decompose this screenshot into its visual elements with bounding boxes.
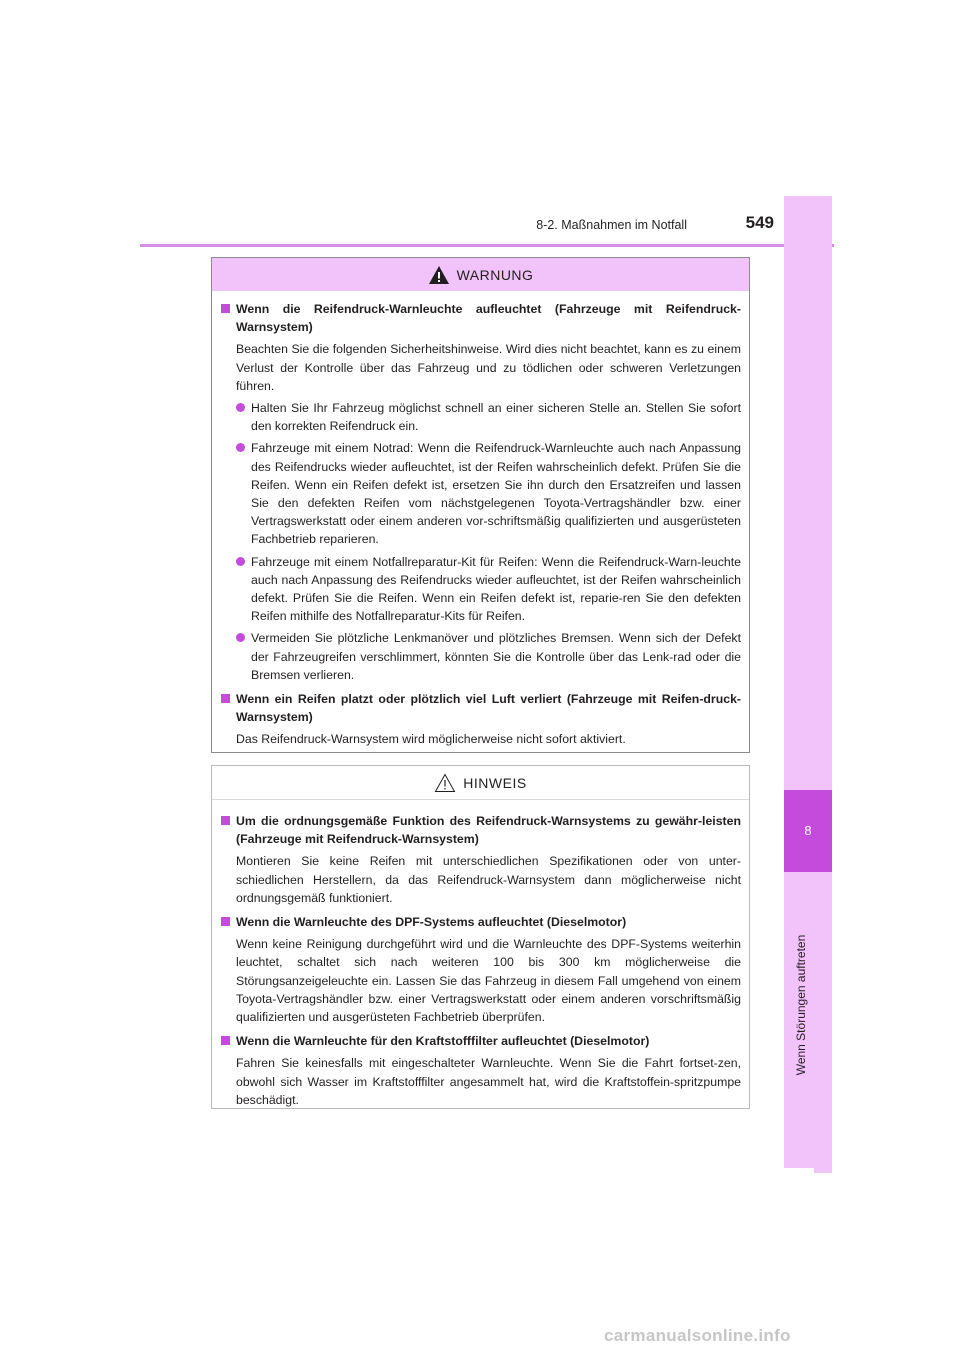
circle-bullet-icon [236, 633, 245, 642]
notice-heading: Um die ordnungsgemäße Funktion des Reifendruck-Warnsystems zu gewähr-leisten (Fahrzeuge mit Reifendruck-Warnsystem) [221, 812, 741, 848]
section-title: 8-2. Maßnahmen im Notfall [536, 218, 687, 232]
warning-title: WARNUNG [456, 266, 534, 283]
square-bullet-icon [221, 304, 230, 313]
header-rule [140, 244, 834, 247]
warning-content [212, 291, 749, 749]
caution-triangle-outline-icon [434, 773, 456, 793]
circle-bullet-icon [236, 557, 245, 566]
warning-bullet: Fahrzeuge mit einem Notrad: Wenn die Reifendruck-Warnleuchte auch nach Anpassung des Reifendrucks wieder aufleuchtet, ist der Reifen wahrscheinlich defekt. Prüfen Sie die Reifen. Wenn ein Reifen defekt ist, ersetzen Sie ihn durch den Ersatzreifen und lassen Sie den defekten Reifen vom nächstgelegenen Toyota-Vertragshändler bzw. einer Vertragswerkstatt oder einem anderen vor-schriftsmäßig qualifizierten und ausgerüsteten Fachbetrieb reparieren. [236, 439, 741, 548]
square-bullet-icon [221, 816, 230, 825]
warning-bullet: Halten Sie Ihr Fahrzeug möglichst schnell an einer sicheren Stelle an. Stellen Sie sofort den korrekten Reifendruck ein. [236, 399, 741, 435]
warning-bullet: Vermeiden Sie plötzliche Lenkmanöver und plötzliches Bremsen. Wenn sich der Defekt der Fahrzeugreifen verschlimmert, könnten Sie die Kontrolle über das Lenk-rad oder die Bremsen verlieren. [236, 629, 741, 684]
square-bullet-icon [221, 694, 230, 703]
notice-heading: Wenn die Warnleuchte für den Kraftstofffilter aufleuchtet (Dieselmotor) [221, 1032, 741, 1050]
warning-heading: Wenn ein Reifen platzt oder plötzlich viel Luft verliert (Fahrzeuge mit Reifen-druck-Warnsystem) [221, 690, 741, 726]
circle-bullet-icon [236, 443, 245, 452]
notice-paragraph: Montieren Sie keine Reifen mit unterschiedlichen Spezifikationen oder von unter-schiedlichen Herstellern, da das Reifendruck-Warnsystem dann möglicherweise nicht ordnungsgemäß funktioniert. [236, 854, 741, 905]
chapter-number: 8 [804, 823, 812, 838]
watermark-text: carmanualsonline.info [604, 1326, 791, 1345]
notice-title: HINWEIS [463, 774, 527, 791]
warning-paragraph: Beachten Sie die folgenden Sicherheitshinweise. Wird dies nicht beachtet, kann es zu einem Verlust der Kontrolle über das Fahrzeug und zu tödlichen oder schweren Verletzungen führen. [236, 342, 741, 393]
chapter-title: Wenn Störungen auftreten [794, 934, 808, 1076]
warning-bullet: Fahrzeuge mit einem Notfallreparatur-Kit für Reifen: Wenn die Reifendruck-Warn-leuchte auch nach Anpassung des Reifendrucks wieder aufleuchtet, ist der Reifen wahrscheinlich defekt. Prüfen Sie die Reifen. Wenn ein Reifen defekt ist, reparie-ren Sie den defekten Reifen mithilfe des Notfallreparatur-Kits für Reifen. [236, 553, 741, 626]
warning-triangle-icon [428, 265, 450, 285]
warning-paragraph: Das Reifendruck-Warnsystem wird möglicherweise nicht sofort aktiviert. [236, 732, 626, 747]
notice-paragraph: Wenn keine Reinigung durchgeführt wird und die Warnleuchte des DPF-Systems weiterhin leuchtet, schaltet sich nach weiteren 100 bis 300 km möglicherweise die Störungsanzeigeleuchte ein. Lassen Sie das Fahrzeug in diesem Fall umgehend von einem Toyota-Vertragshändler bzw. einer Vertragswerkstatt oder einem anderen vorschriftsmäßig qualifizierten und ausgerüsteten Fachbetrieb überprüfen. [236, 937, 741, 1025]
warning-header [212, 258, 749, 291]
circle-bullet-icon [236, 403, 245, 412]
square-bullet-icon [221, 1036, 230, 1045]
warning-heading: Wenn die Reifendruck-Warnleuchte aufleuchtet (Fahrzeuge mit Reifendruck-Warnsystem) [221, 300, 741, 336]
chapter-tab-edge [814, 1168, 832, 1173]
warning-box [211, 257, 750, 753]
notice-heading: Wenn die Warnleuchte des DPF-Systems aufleuchtet (Dieselmotor) [221, 913, 741, 931]
notice-header [212, 766, 749, 800]
page-number: 549 [745, 213, 774, 232]
square-bullet-icon [221, 917, 230, 926]
notice-box [211, 765, 750, 1109]
notice-content [212, 800, 749, 1109]
notice-paragraph: Fahren Sie keinesfalls mit eingeschalteter Warnleuchte. Wenn Sie die Fahrt fortset-zen, obwohl sich Wasser im Kraftstofffilter angesammelt hat, wird die Kraftstoffein-spritzpumpe beschädigt. [236, 1056, 741, 1107]
